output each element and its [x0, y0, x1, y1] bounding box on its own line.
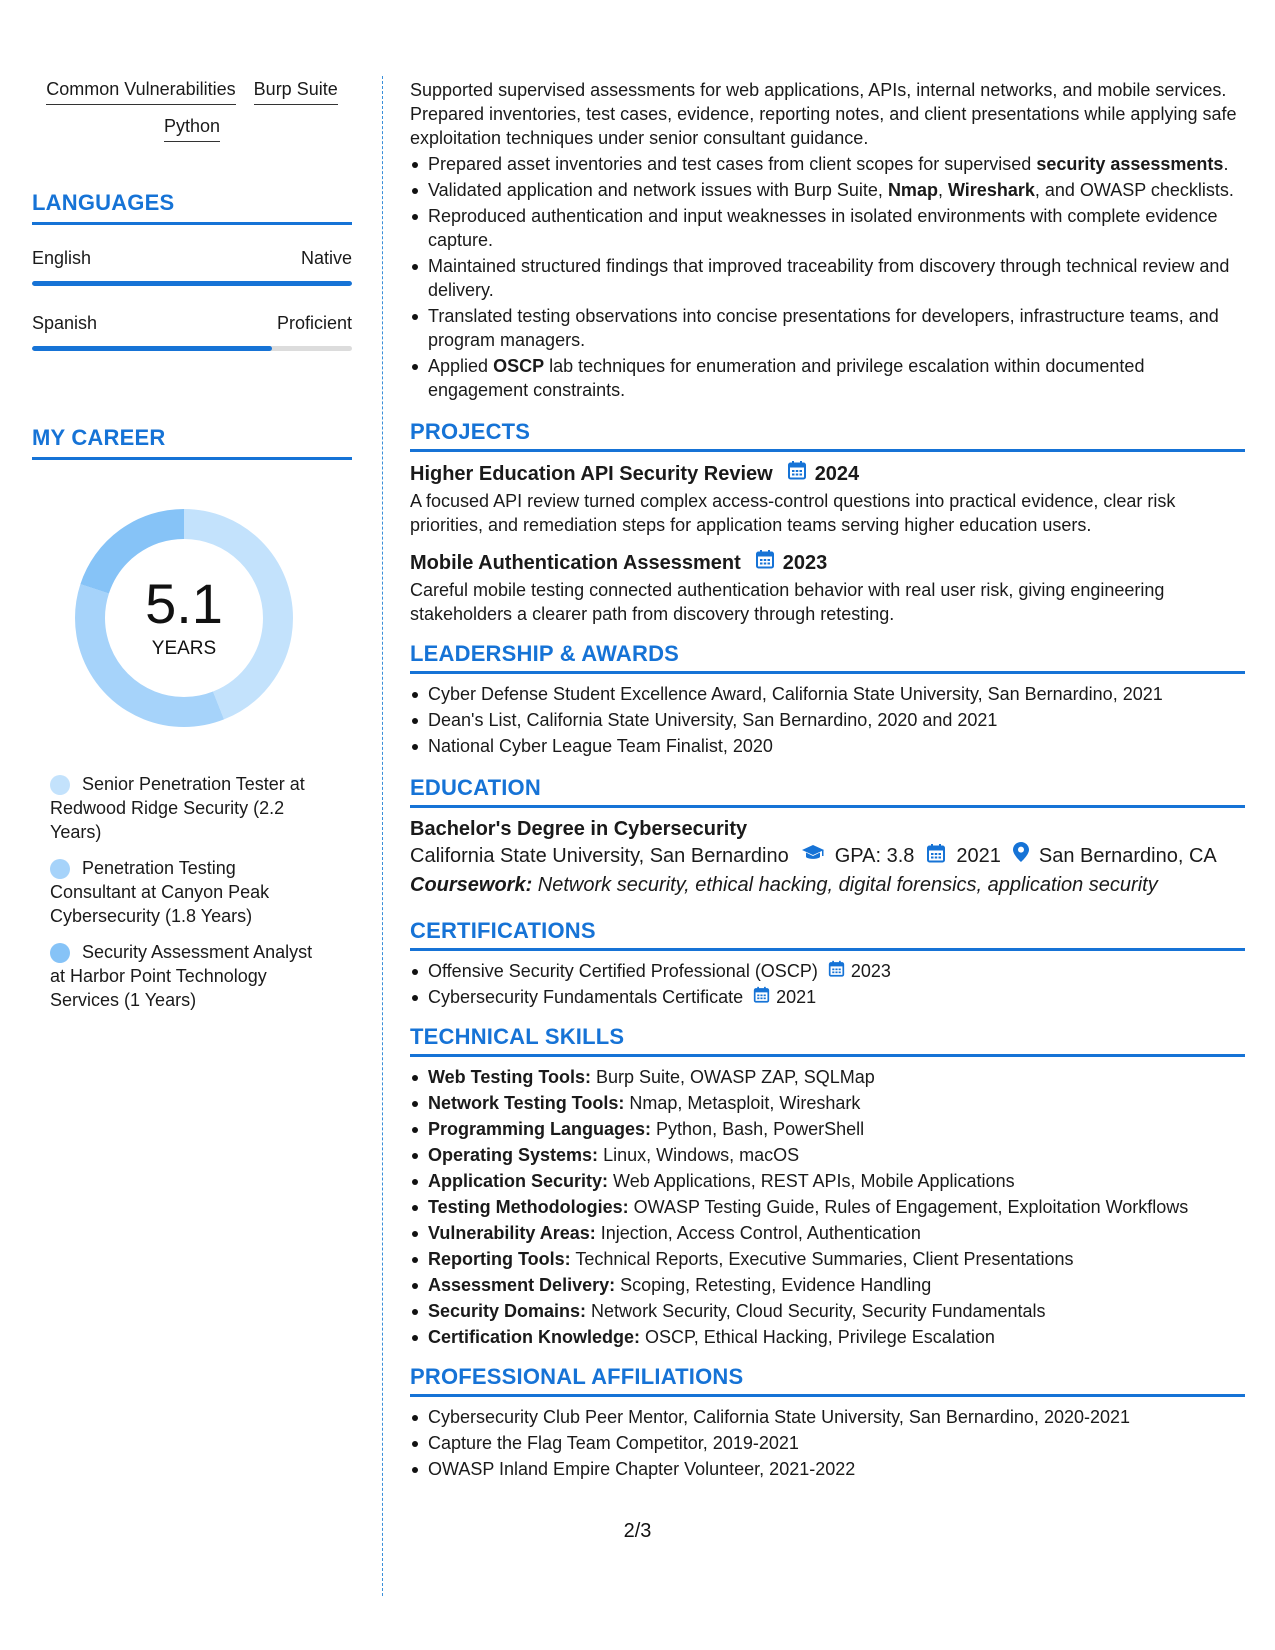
skill-item: Application Security: Web Applications, REST APIs, Mobile Applications	[410, 1169, 1245, 1193]
language-name: Spanish	[32, 313, 98, 333]
languages-heading: LANGUAGES	[32, 190, 352, 225]
experience-bullet: Maintained structured findings that improved traceability from discovery through technical review and delivery.	[410, 254, 1245, 302]
skill-item: Vulnerability Areas: Injection, Access Control, Authentication	[410, 1221, 1245, 1245]
calendar-icon	[926, 842, 946, 871]
experience-bullet: Reproduced authentication and input weaknesses in isolated environments with complete evidence capture.	[410, 204, 1245, 252]
languages-section	[32, 190, 352, 351]
certification-item: Offensive Security Certified Professional (OSCP) 2023	[410, 959, 1245, 983]
project-item	[410, 549, 1245, 626]
leadership-item: Cyber Defense Student Excellence Award, California State University, San Bernardino, 2021	[410, 682, 1245, 706]
affiliations-heading: PROFESSIONAL AFFILIATIONS	[410, 1365, 1245, 1397]
career-legend	[32, 772, 322, 1012]
language-proficiency-bar	[32, 346, 352, 351]
language-level: Native	[300, 248, 352, 268]
experience-bullet: Translated testing observations into concise presentations for developers, infrastructure teams, and program managers.	[410, 304, 1245, 352]
affiliations-section	[410, 1365, 1245, 1481]
skill-item: Testing Methodologies: OWASP Testing Guide, Rules of Engagement, Exploitation Workflows	[410, 1195, 1245, 1219]
education-coursework: Coursework: Network security, ethical hacking, digital forensics, application security	[410, 873, 1158, 896]
education-details	[410, 842, 1245, 871]
leadership-item: National Cyber League Team Finalist, 2020	[410, 734, 1245, 758]
page-number: 2/3	[623, 1520, 652, 1542]
career-donut-chart	[66, 500, 302, 736]
skill-tag: Python	[164, 115, 220, 142]
legend-dot	[50, 859, 70, 879]
leadership-heading: LEADERSHIP & AWARDS	[410, 642, 1245, 674]
project-year: 2024	[814, 462, 860, 485]
legend-dot	[50, 943, 70, 963]
education-degree: Bachelor's Degree in Cybersecurity	[410, 818, 748, 840]
experience-bullet: Applied OSCP lab techniques for enumeration and privilege escalation within documented engagement constraints.	[410, 354, 1245, 402]
left-column	[32, 78, 352, 1024]
career-section	[32, 425, 352, 1012]
skill-item: Certification Knowledge: OSCP, Ethical Hacking, Privilege Escalation	[410, 1325, 1245, 1349]
affiliation-item: Capture the Flag Team Competitor, 2019-2021	[410, 1431, 1245, 1455]
project-description: Careful mobile testing connected authentication behavior with real user risk, giving engineering stakeholders a clearer path from discovery through retesting.	[410, 580, 1165, 624]
project-year: 2023	[782, 551, 828, 574]
education-year: 2021	[956, 845, 1001, 868]
language-level: Proficient	[276, 313, 352, 333]
map-pin-icon	[1013, 842, 1029, 870]
calendar-icon	[828, 959, 845, 983]
skill-item: Programming Languages: Python, Bash, PowerShell	[410, 1117, 1245, 1141]
education-location: San Bernardino, CA	[1038, 845, 1217, 868]
career-heading: MY CAREER	[32, 425, 352, 460]
skill-tags	[32, 78, 352, 142]
skill-item: Reporting Tools: Technical Reports, Executive Summaries, Client Presentations	[410, 1247, 1245, 1271]
calendar-icon	[753, 985, 770, 1009]
graduation-cap-icon	[801, 842, 825, 870]
legend-dot	[50, 775, 70, 795]
project-title: Higher Education API Security Review	[410, 462, 773, 485]
certifications-list	[410, 959, 1245, 1009]
education-section	[410, 776, 1245, 899]
leadership-item: Dean's List, California State University, San Bernardino, 2020 and 2021	[410, 708, 1245, 732]
skill-tag: Burp Suite	[254, 78, 338, 105]
language-item	[32, 312, 352, 351]
skill-item: Operating Systems: Linux, Windows, macOS	[410, 1143, 1245, 1167]
language-item	[32, 247, 352, 286]
project-item	[410, 460, 1245, 537]
experience-summary: Supported supervised assessments for web applications, APIs, internal networks, and mobile services. Prepared inventories, test cases, evidence, reporting notes, and client presentations while applying safe exploitation techniques under senior consultant guidance.	[410, 80, 1237, 148]
calendar-icon	[755, 549, 775, 576]
career-legend-item	[50, 940, 322, 1012]
projects-section	[410, 420, 1245, 626]
career-legend-text: Security Assessment Analyst at Harbor Point Technology Services (1 Years)	[50, 942, 313, 1010]
career-total-years: 5.1	[145, 572, 223, 635]
language-proficiency-bar	[32, 281, 352, 286]
certifications-heading: CERTIFICATIONS	[410, 919, 1245, 951]
project-title: Mobile Authentication Assessment	[410, 551, 741, 574]
skill-item: Assessment Delivery: Scoping, Retesting, Evidence Handling	[410, 1273, 1245, 1297]
education-gpa: GPA: 3.8	[834, 845, 915, 868]
career-legend-item	[50, 772, 322, 844]
skill-item: Network Testing Tools: Nmap, Metasploit, Wireshark	[410, 1091, 1245, 1115]
leadership-section	[410, 642, 1245, 758]
education-school: California State University, San Bernardino	[410, 845, 789, 868]
skills-heading: TECHNICAL SKILLS	[410, 1025, 1245, 1057]
language-name: English	[32, 248, 92, 268]
skill-item: Web Testing Tools: Burp Suite, OWASP ZAP, SQLMap	[410, 1065, 1245, 1089]
column-divider	[382, 76, 383, 1596]
affiliations-list	[410, 1405, 1245, 1481]
skill-tag: Common Vulnerabilities	[46, 78, 235, 105]
certification-item: Cybersecurity Fundamentals Certificate 2021	[410, 985, 1245, 1009]
affiliation-item: OWASP Inland Empire Chapter Volunteer, 2021-2022	[410, 1457, 1245, 1481]
skills-list	[410, 1065, 1245, 1349]
language-proficiency-fill	[32, 281, 352, 286]
experience-bullets	[410, 152, 1245, 402]
career-legend-text: Penetration Testing Consultant at Canyon Peak Cybersecurity (1.8 Years)	[50, 858, 270, 926]
career-total-unit: YEARS	[151, 638, 217, 659]
project-description: A focused API review turned complex access-control questions into practical evidence, clear risk priorities, and remediation steps for application teams serving higher education users.	[410, 491, 1176, 535]
experience-section	[410, 78, 1245, 402]
certifications-section	[410, 919, 1245, 1009]
calendar-icon	[787, 460, 807, 487]
career-legend-item	[50, 856, 322, 928]
skill-item: Security Domains: Network Security, Cloud Security, Security Fundamentals	[410, 1299, 1245, 1323]
language-proficiency-fill	[32, 346, 272, 351]
experience-bullet: Validated application and network issues with Burp Suite, Nmap, Wireshark, and OWASP checklists.	[410, 178, 1245, 202]
experience-bullet: Prepared asset inventories and test cases from client scopes for supervised security assessments.	[410, 152, 1245, 176]
projects-heading: PROJECTS	[410, 420, 1245, 452]
right-column	[410, 78, 1245, 1481]
affiliation-item: Cybersecurity Club Peer Mentor, California State University, San Bernardino, 2020-2021	[410, 1405, 1245, 1429]
leadership-list	[410, 682, 1245, 758]
education-heading: EDUCATION	[410, 776, 1245, 808]
skills-section	[410, 1025, 1245, 1349]
career-legend-text: Senior Penetration Tester at Redwood Ridge Security (2.2 Years)	[50, 774, 305, 842]
